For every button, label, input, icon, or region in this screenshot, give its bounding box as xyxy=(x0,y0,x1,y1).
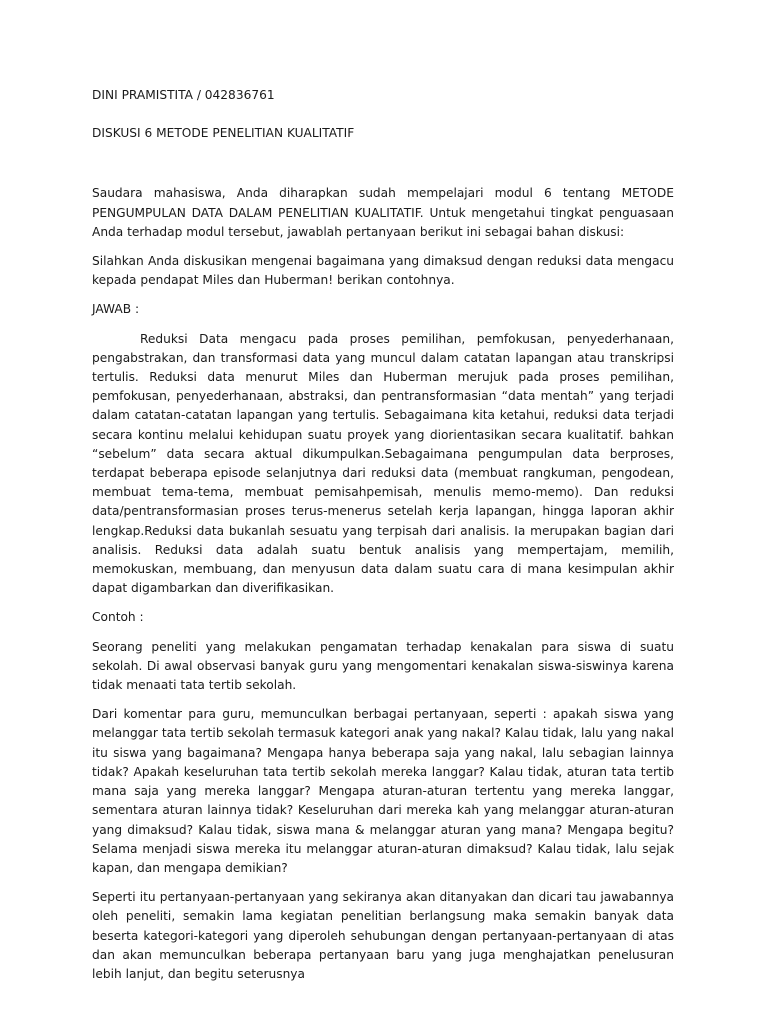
document-body xyxy=(92,86,674,994)
intro-paragraph-1: Saudara mahasiswa, Anda diharapkan sudah mempelajari modul 6 tentang METODE PENGUMPULAN DATA DALAM PENELITIAN KUALITATIF. Untuk mengetahui tingkat penguasaan Anda terhadap modul tersebut, jawablah pertanyaan berikut ini sebagai bahan diskusi: xyxy=(92,186,674,239)
example-paragraph-1: Seorang peneliti yang melakukan pengamatan terhadap kenakalan para siswa di suatu sekolah. Di awal observasi banyak guru yang mengomentari kenakalan siswa-siswinya karena tidak menaati tata tertib sekolah. xyxy=(92,639,674,693)
example-label: Contoh : xyxy=(92,610,144,625)
intro-paragraph-2: Silahkan Anda diskusikan mengenai bagaimana yang dimaksud dengan reduksi data mengacu kepada pendapat Miles dan Huberman! berikan contohnya. xyxy=(92,254,674,288)
answer-label: JAWAB : xyxy=(92,302,140,317)
author-line: DINI PRAMISTITA / 042836761 xyxy=(92,88,275,102)
document-title: DISKUSI 6 METODE PENELITIAN KUALITATIF xyxy=(92,126,355,141)
example-paragraph-2: Dari komentar para guru, memunculkan berbagai pertanyaan, seperti : apakah siswa yang melanggar tata tertib sekolah termasuk kategori anak yang nakal? Kalau tidak, lalu yang nakal itu siswa yang bagaimana? Mengapa hanya beberapa saja yang nakal, lalu sebagian lainnya tidak? Apakah keseluruhan tata tertib sekolah mereka langgar? Kalau tidak, aturan tata tertib mana saja yang mereka langgar? Mengapa aturan-aturan tertentu yang mereka langgar, sementara aturan lainnya tidak? Keseluruhan dari mereka kah yang melanggar aturan-aturan yang dimaksud? Kalau tidak, siswa mana & melanggar aturan yang mana? Mengapa begitu? Selama menjadi siswa mereka itu melanggar aturan-aturan dimaksud? Kalau tidak, lalu sejak kapan, dan mengapa demikian? xyxy=(92,707,674,875)
example-paragraph-3: Seperti itu pertanyaan-pertanyaan yang sekiranya akan ditanyakan dan dicari tau jawabannya oleh peneliti, semakin lama kegiatan penelitian berlangsung maka semakin banyak data beserta kategori-kategori yang diperoleh sehubungan dengan pertanyaan-pertanyaan di atas dan akan memunculkan beberapa pertanyaan baru yang juga menghajatkan penelusuran lebih lanjut, dan begitu seterusnya xyxy=(92,890,674,981)
spacer xyxy=(92,143,674,184)
answer-paragraph: Reduksi Data mengacu pada proses pemilihan, pemfokusan, penyederhanaan, pengabstrakan, dan transformasi data yang muncul dalam catatan lapangan atau transkripsi tertulis. Reduksi data menurut Miles dan Huberman merujuk pada proses pemilihan, pemfokusan, penyederhanaan, abstraksi, dan pentransformasian “data mentah” yang terjadi dalam catatan-catatan lapangan yang tertulis. Sebagaimana kita ketahui, reduksi data terjadi secara kontinu melalui kehidupan suatu proyek yang diorientasikan secara kualitatif. bahkan “sebelum” data secara aktual dikumpulkan.Sebagaimana pengumpulan data berproses, terdapat beberapa episode selanjutnya dari reduksi data (membuat rangkuman, pengodean, membuat tema-tema, membuat pemisahpemisah, menulis memo-memo). Dan reduksi data/pentransformasian proses terus-menerus setelah kerja lapangan, hingga laporan akhir lengkap.Reduksi data bukanlah sesuatu yang terpisah dari analisis. Ia merupakan bagian dari analisis. Reduksi data adalah suatu bentuk analisis yang mempertajam, memilih, memokuskan, membuang, dan menyusun data dalam suatu cara di mana kesimpulan akhir dapat digambarkan dan diverifikasikan. xyxy=(92,331,674,596)
